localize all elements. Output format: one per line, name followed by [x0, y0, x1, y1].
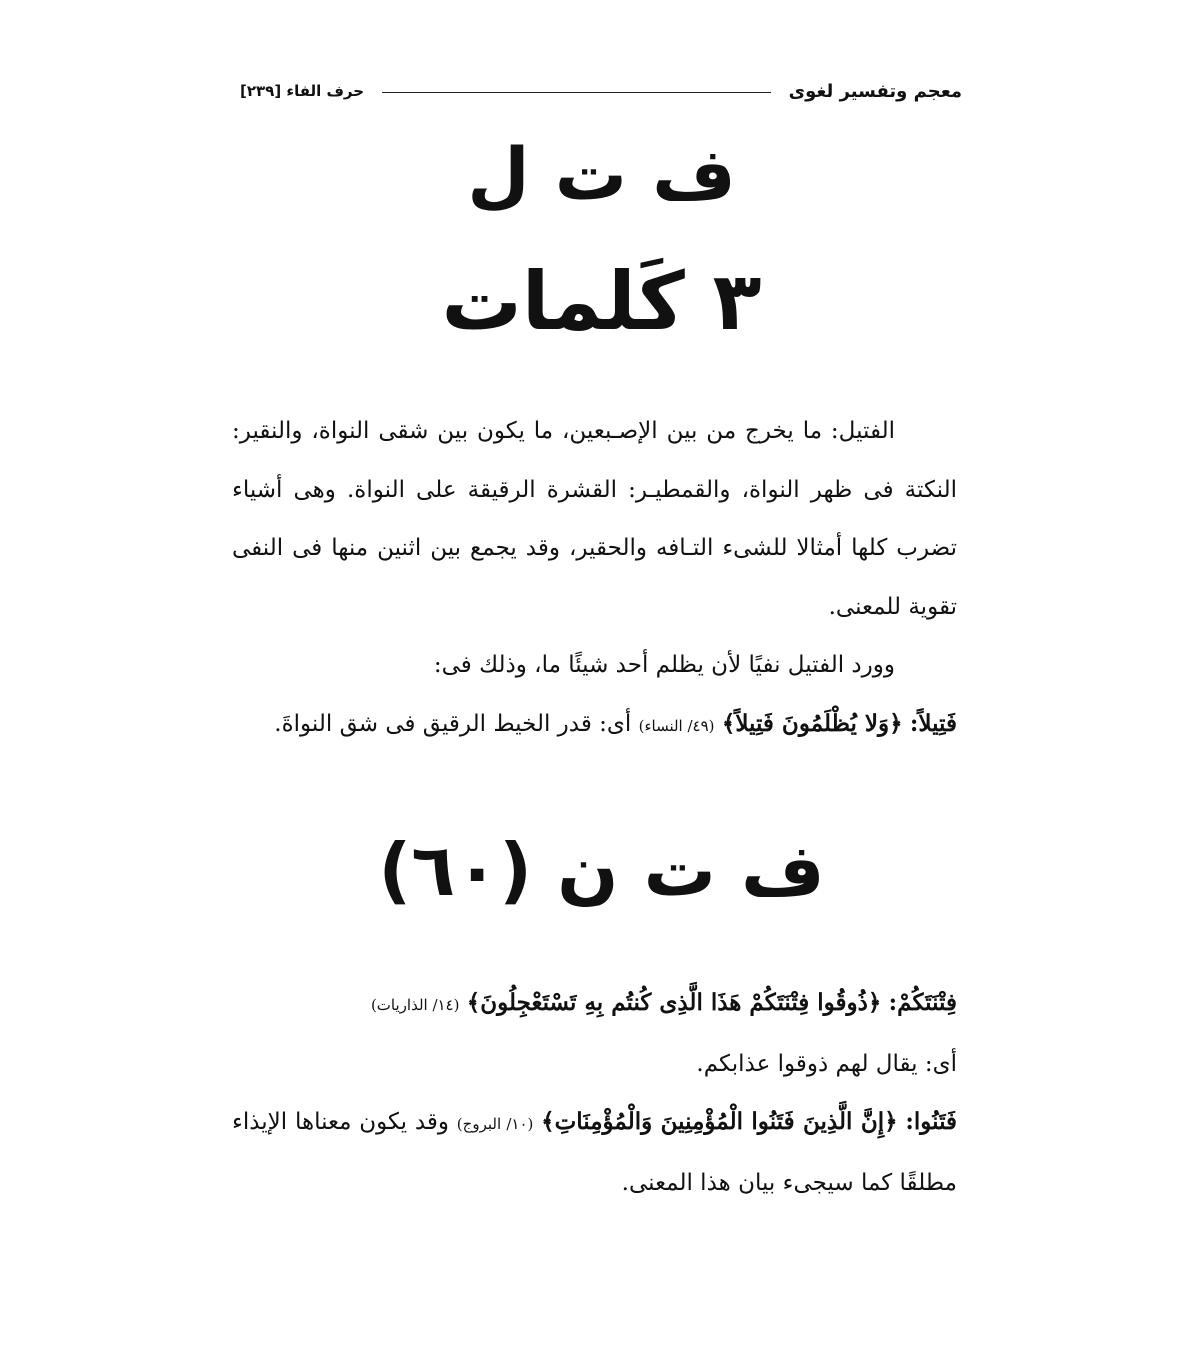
word-count-heading: ٣ كَلمات [441, 255, 762, 348]
verse-entry [232, 974, 957, 1035]
entry-word: فَتِيلاً: [909, 709, 957, 737]
running-header [240, 76, 962, 106]
section-page-label: حرف الفاء [٢٣٩] [240, 82, 365, 100]
quran-verse: ﴿وَلا يُظْلَمُونَ فَتِيلاً﴾ [721, 709, 903, 737]
verse-gloss: أى: قدر الخيط الرقيق فى شق النواةَ. [274, 710, 632, 737]
root-heading-ftn: ف ت ن (٦٠) [378, 828, 825, 912]
entry-word: فَتَنُوا: [905, 1108, 958, 1135]
entry-word: فِتْنَتَكُمْ: [888, 989, 957, 1016]
book-title: معجم وتفسير لغوى [788, 80, 962, 102]
verse-gloss: أى: يقال لهم ذوقوا عذابكم. [696, 1050, 957, 1077]
verse-reference: (١٤/ الذاريات) [370, 996, 460, 1014]
entry-ftl-body [232, 402, 957, 755]
verse-reference: (١٠/ البروج) [456, 1115, 534, 1133]
verse-reference: (٤٩/ النساء) [638, 716, 715, 735]
verse-gloss: وقد يكون معناها الإيذاء مطلقًا كما سيجىء بيان هذا المعنى. [232, 1109, 957, 1196]
verse-entry [232, 1093, 957, 1212]
entry-ftn-body [232, 974, 957, 1212]
definition-paragraph: الفتيل: ما يخرج من بين الإصـبعين، ما يكون بين شقى النواة، والنقير: النكتة فى ظهر النواة، والقمطيـر: القشرة الرقيقة على النواة. وهى أشياء تضرب كلها أمثالا للشىء التـافه والحقير، وقد يجمع بين اثنين منها فى النفى تقوية للمعنى. [232, 418, 957, 620]
quran-verse: ﴿ذُوقُوا فِتْنَتَكُمْ هَذَا الَّذِى كُنتُم بِهِ تَسْتَعْجِلُونَ﴾ [466, 989, 882, 1016]
header-rule [382, 92, 771, 93]
verse-entry [232, 695, 957, 756]
root-heading-ftl: ف ت ل [467, 132, 736, 216]
usage-intro: وورد الفتيل نفيًا لأن يظلم أحد شيئًا ما، وذلك فى: [433, 652, 895, 678]
quran-verse: ﴿إِنَّ الَّذِينَ فَتَنُوا الْمُؤْمِنِينَ وَالْمُؤْمِنَاتِ﴾ [541, 1108, 898, 1135]
